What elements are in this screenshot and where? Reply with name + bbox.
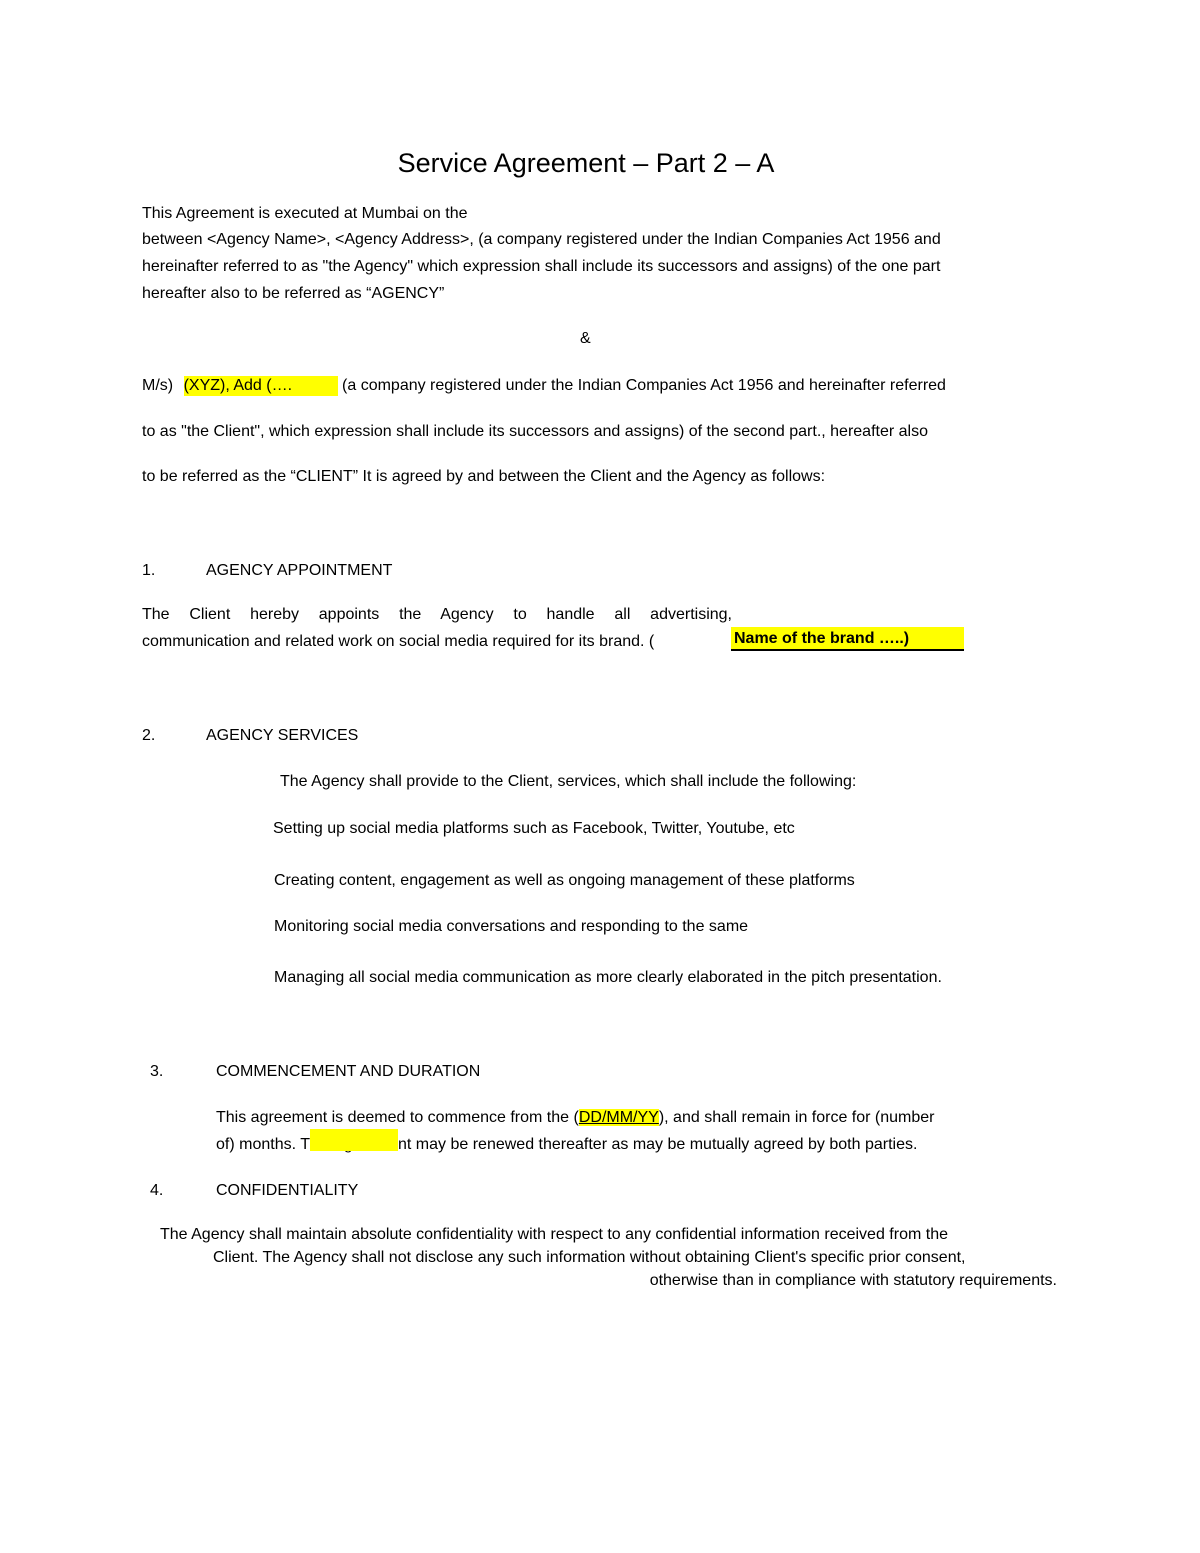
section-2-number: 2. — [142, 727, 156, 744]
service-item-2: Creating content, engagement as well as ongoing management of these platforms — [274, 872, 855, 889]
section-4-heading: CONFIDENTIALITY — [216, 1182, 359, 1199]
section-1-heading: AGENCY APPOINTMENT — [206, 562, 393, 579]
ampersand: & — [580, 330, 591, 347]
client-line-1 — [142, 376, 946, 396]
client-name-highlight: (XYZ), Add (…. — [184, 376, 338, 396]
section-1-line-2: communication and related work on social media required for its brand. ( — [142, 633, 655, 650]
service-item-4: Managing all social media communication as more clearly elaborated in the pitch presentation. — [274, 969, 942, 986]
section-3-line-1-post: ), and shall remain in force for (number — [658, 1109, 935, 1126]
client-line-3: to be referred as the “CLIENT” It is agreed by and between the Client and the Agency as follows: — [142, 468, 826, 485]
client-line-2: to as "the Client", which expression shall include its successors and assigns) of the second part., hereafter also — [142, 423, 928, 440]
intro-line-4: hereafter also to be referred as “AGENCY” — [142, 285, 445, 302]
section-1-number: 1. — [142, 562, 156, 579]
highlight-overlay — [310, 1129, 398, 1151]
section-3-line-2-post: nt may be renewed thereafter as may be mutually agreed by both parties. — [398, 1136, 918, 1153]
section-3-line-1-pre: This agreement is deemed to commence from the ( — [216, 1109, 579, 1126]
section-3-line-1 — [216, 1108, 935, 1128]
client-line-1-rest: (a company registered under the Indian Companies Act 1956 and hereinafter referred — [342, 377, 946, 394]
service-item-1: Setting up social media platforms such as Facebook, Twitter, Youtube, etc — [273, 820, 795, 837]
intro-line-1: This Agreement is executed at Mumbai on the — [142, 205, 468, 222]
section-4-line-1: The Agency shall maintain absolute confidentiality with respect to any confidential information received from the — [160, 1226, 948, 1243]
section-4-line-3: otherwise than in compliance with statutory requirements. — [649, 1272, 1057, 1289]
date-placeholder: DD/MM/YY — [578, 1109, 659, 1126]
section-4-number: 4. — [150, 1182, 164, 1199]
client-prefix: M/s) — [142, 377, 174, 394]
section-3-number: 3. — [150, 1063, 164, 1080]
section-2-heading: AGENCY SERVICES — [206, 727, 359, 744]
section-1-line-1: The Client hereby appoints the Agency to handle all advertising, — [142, 606, 732, 623]
document-title: Service Agreement – Part 2 – A — [397, 148, 775, 178]
section-3-heading: COMMENCEMENT AND DURATION — [216, 1063, 481, 1080]
service-item-3: Monitoring social media conversations and responding to the same — [274, 918, 749, 935]
section-4-line-2: Client. The Agency shall not disclose any such information without obtaining Client's specific prior consent, — [213, 1249, 966, 1266]
brand-name-highlight: Name of the brand …..) — [731, 627, 964, 651]
obscured-text — [310, 1136, 398, 1153]
intro-line-3: hereinafter referred to as "the Agency" which expression shall include its successors and assigns) of the one part — [142, 258, 941, 275]
section-3-line-2-pre: of) months. T — [216, 1136, 310, 1153]
section-2-intro: The Agency shall provide to the Client, services, which shall include the following: — [280, 773, 857, 790]
intro-line-2: between <Agency Name>, <Agency Address>, (a company registered under the Indian Companies Act 1956 and — [142, 231, 941, 248]
section-3-line-2 — [216, 1135, 917, 1155]
